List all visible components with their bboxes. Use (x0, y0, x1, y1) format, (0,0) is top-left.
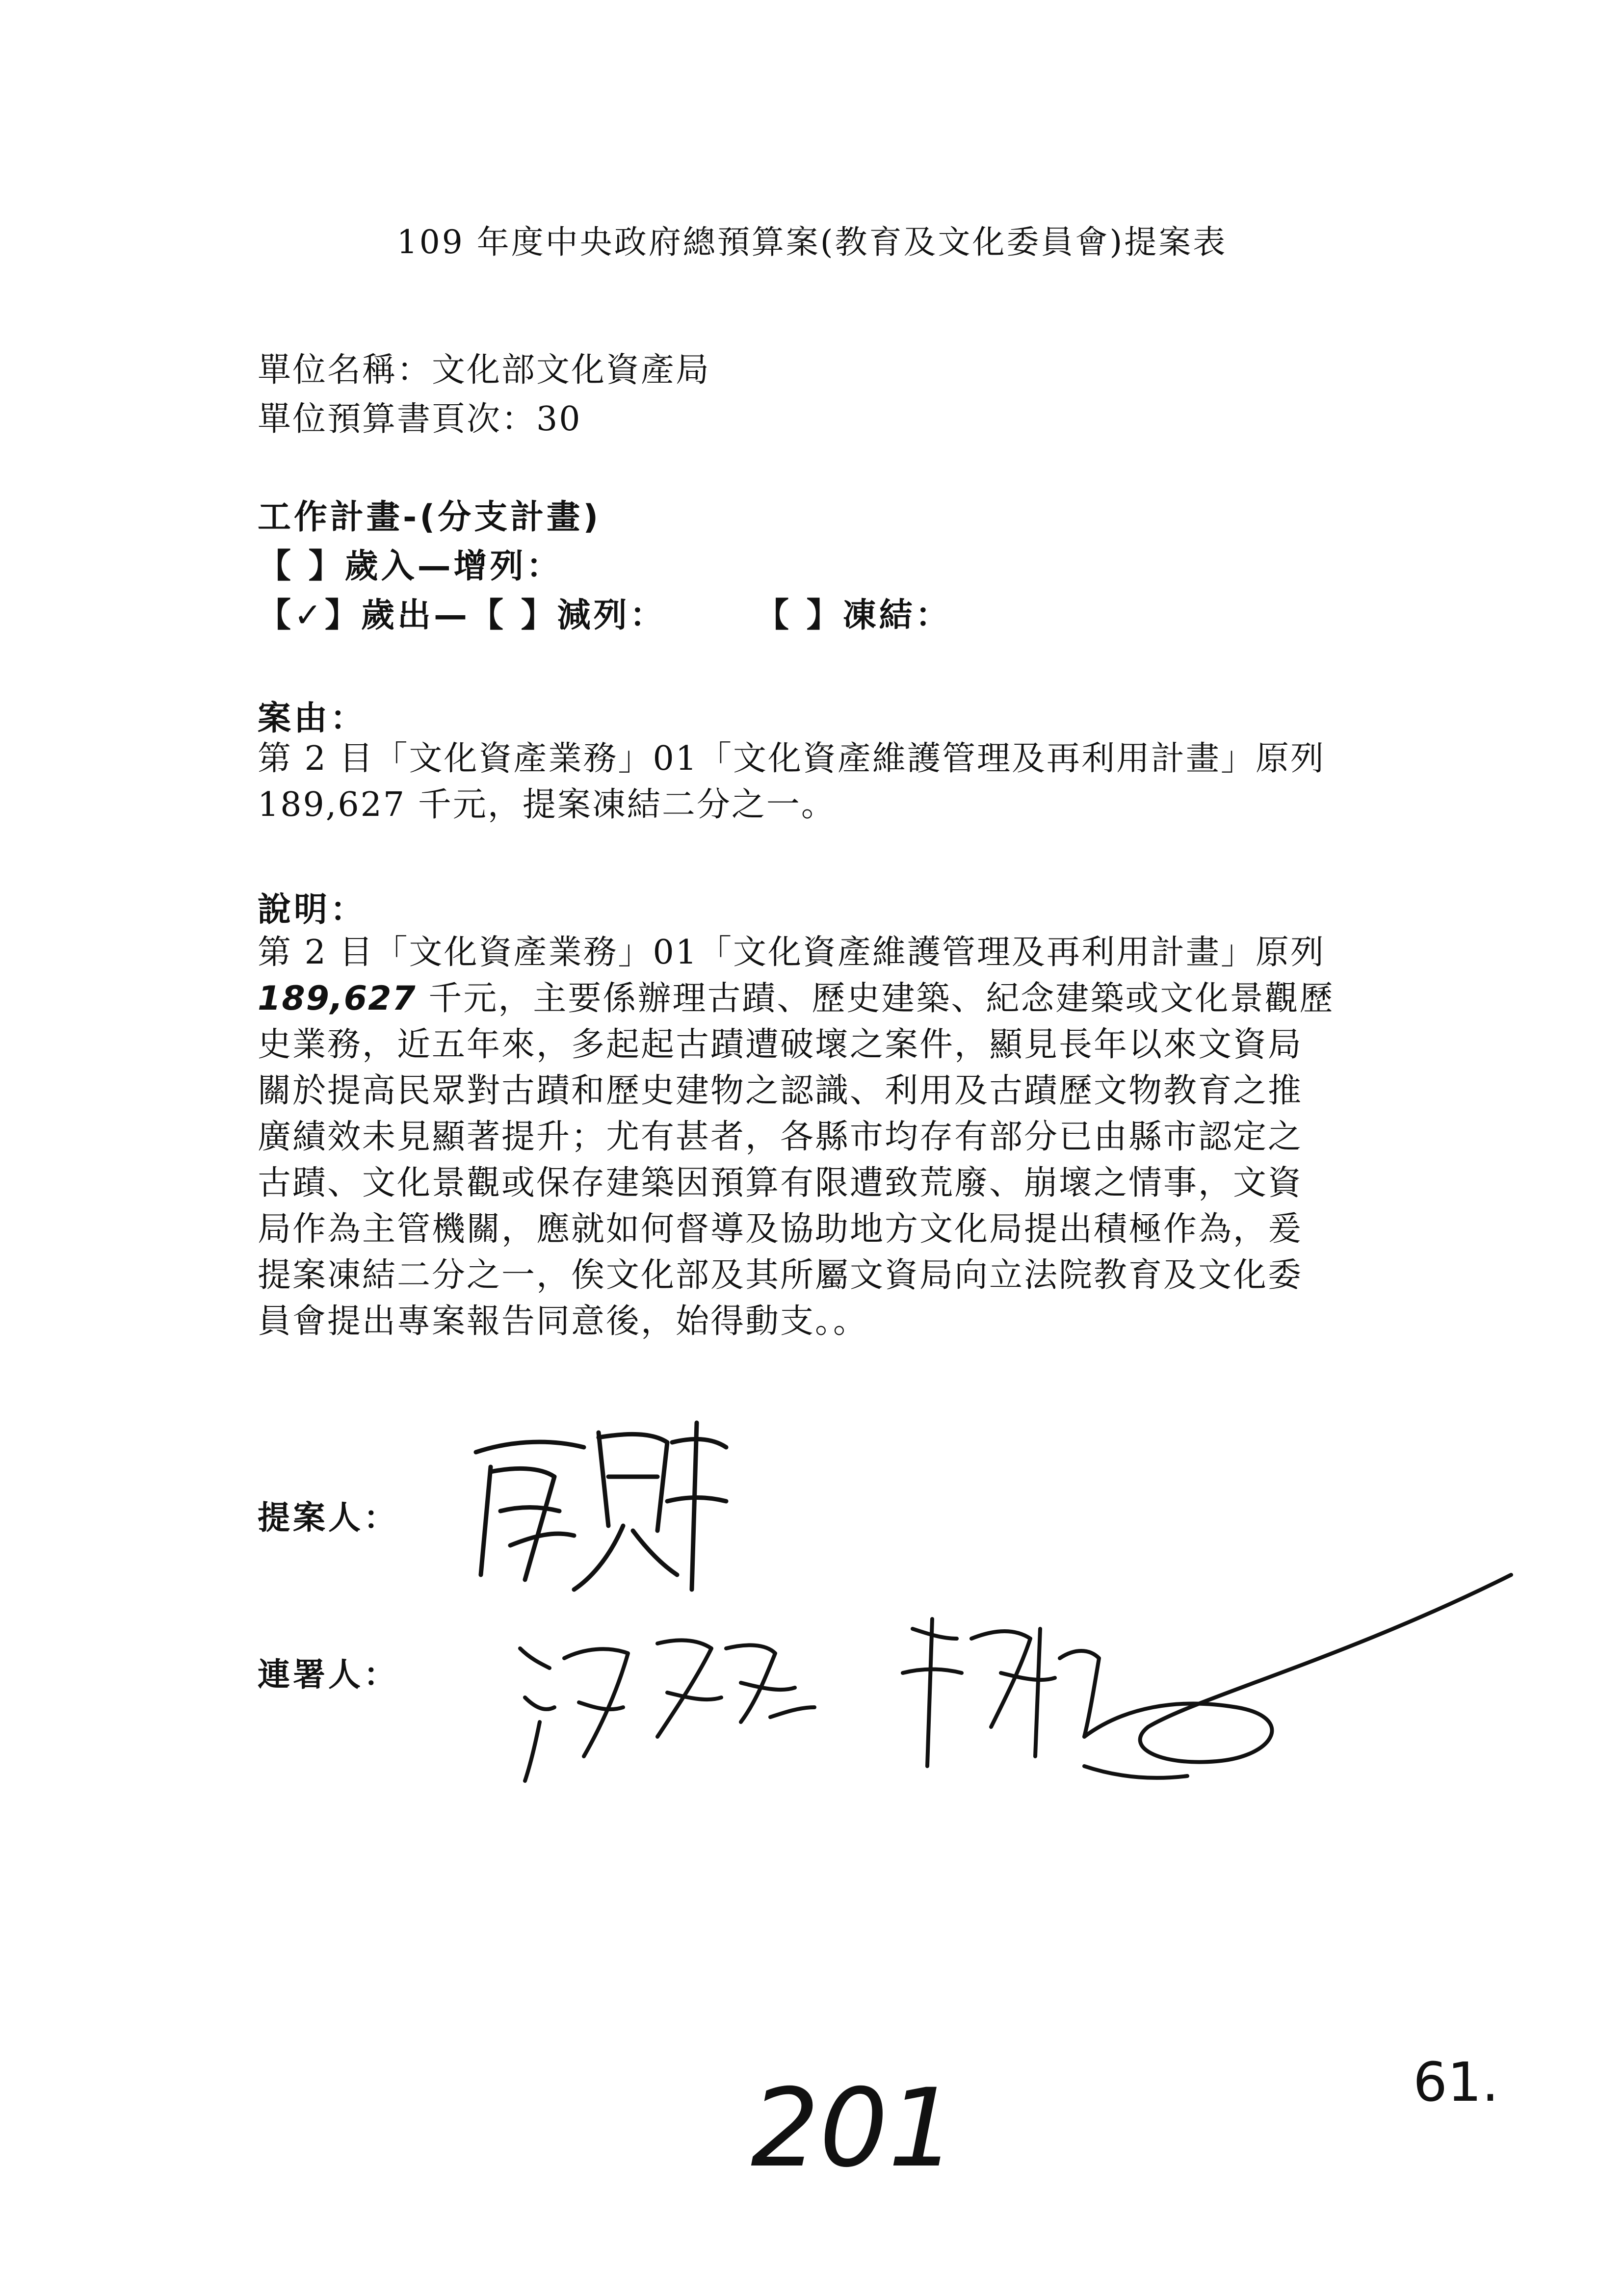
explanation-body (258, 930, 1334, 1345)
explanation-line: 第 2 目「文化資產業務」01「文化資產維護管理及再利用計畫」原列 (258, 933, 1326, 972)
explanation-line: 關於提高民眾對古蹟和歷史建物之認識、利用及古蹟歷文物教育之推 (258, 1071, 1303, 1110)
expenditure-line: 【✓】歲出—【 】減列： (258, 596, 666, 635)
cosigner-label: 連署人： (258, 1656, 399, 1694)
freeze-line: 【 】凍結： (756, 596, 952, 635)
reason-line: 189,627 千元，提案凍結二分之一。 (258, 785, 836, 824)
explanation-line: 提案凍結二分之一，俟文化部及其所屬文資局向立法院教育及文化委 (258, 1256, 1303, 1295)
handwritten-page-number: 201 (751, 2065, 957, 2191)
explanation-line: 史業務，近五年來，多起起古蹟遭破壞之案件，顯見長年以來文資局 (258, 1025, 1303, 1064)
explanation-line-rest: 千元，主要係辦理古蹟、歷史建築、紀念建築或文化景觀歷 (416, 979, 1335, 1018)
plan-heading: 工作計畫-(分支計畫) (258, 498, 602, 537)
handwritten-sheet-number: 61. (1413, 2051, 1499, 2113)
reason-body (258, 736, 1325, 828)
explanation-line: 古蹟、文化景觀或保存建築因預算有限遭致荒廢、崩壞之情事，文資 (258, 1164, 1303, 1202)
unit-name: 單位名稱：文化部文化資產局 (258, 351, 711, 390)
explanation-line (258, 976, 1334, 1022)
explanation-line: 廣績效未見顯著提升；尤有甚者，各縣市均存有部分已由縣市認定之 (258, 1118, 1303, 1156)
page-title: 109 年度中央政府總預算案(教育及文化委員會)提案表 (396, 223, 1228, 261)
explanation-heading: 說明： (258, 890, 367, 929)
reason-line: 第 2 目「文化資產業務」01「文化資產維護管理及再利用計畫」原列 (258, 739, 1326, 778)
cosigner-signature (510, 1560, 1531, 1805)
explanation-line: 局作為主管機關，應就如何督導及協助地方文化局提出積極作為，爰 (258, 1210, 1303, 1249)
revenue-line: 【 】歲入—增列： (258, 547, 563, 586)
reason-heading: 案由： (258, 699, 367, 738)
unit-page: 單位預算書頁次：30 (258, 400, 582, 439)
explanation-line: 員會提出專案報告同意後，始得動支。。 (258, 1302, 868, 1341)
proposer-label: 提案人： (258, 1499, 399, 1537)
handwritten-amount: 189,627 (258, 979, 417, 1018)
